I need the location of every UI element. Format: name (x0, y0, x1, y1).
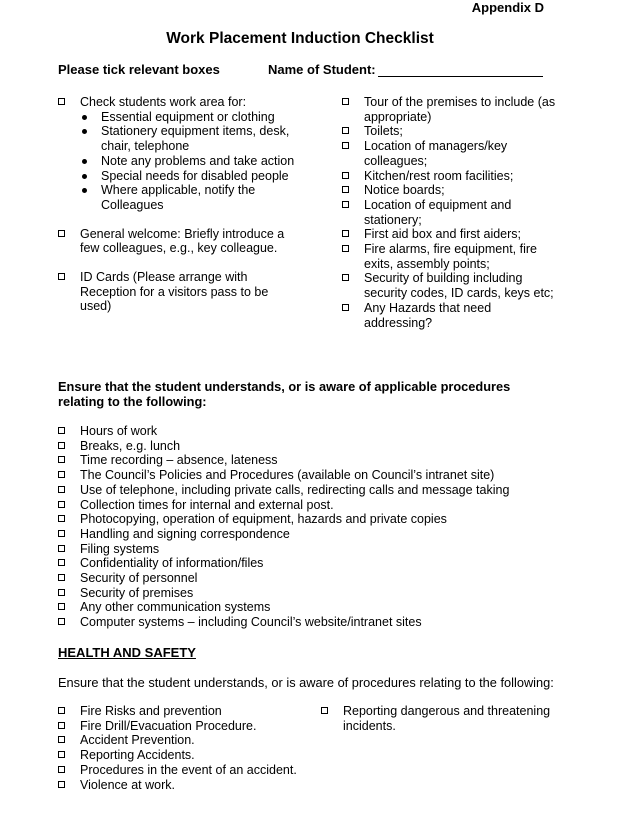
item-text: Any other communication systems (80, 600, 271, 615)
checkbox[interactable] (58, 618, 65, 625)
item-text: Fire alarms, fire equipment, fire exits, assembly points; (364, 242, 537, 271)
item-text: Kitchen/rest room facilities; (364, 168, 514, 183)
checkbox[interactable] (58, 545, 65, 552)
checklist-item (58, 719, 298, 734)
checkbox[interactable] (58, 574, 65, 581)
item-text: Breaks, e.g. lunch (80, 438, 181, 453)
checklist-item (342, 95, 557, 124)
item-text: Procedures in the event of an accident. (80, 762, 297, 777)
checklist-item (321, 704, 581, 733)
bullet-item: Note any problems and take action (80, 154, 298, 169)
checkbox[interactable] (342, 245, 349, 252)
checklist-item (342, 227, 557, 242)
item-text: Security of building including security codes, ID cards, keys etc; (364, 271, 554, 301)
item-text: The Council’s Policies and Procedures (available on Council’s intranet site) (80, 468, 495, 483)
checkbox[interactable] (342, 186, 349, 193)
page-title: Work Placement Induction Checklist (166, 30, 434, 47)
checkbox[interactable] (58, 471, 65, 478)
checkbox[interactable] (58, 501, 65, 508)
item-text: Fire Risks and prevention (80, 704, 222, 718)
checklist-item (58, 424, 618, 439)
checkbox[interactable] (58, 273, 65, 280)
checklist-item (342, 169, 557, 184)
checkbox[interactable] (342, 98, 349, 105)
checkbox[interactable] (58, 707, 65, 714)
health-safety-intro: Ensure that the student understands, or is aware of procedures relating to the following: (58, 675, 554, 690)
checklist-item (58, 498, 618, 513)
item-text: Reporting dangerous and threatening incidents. (343, 704, 551, 733)
checklist-item (342, 242, 557, 271)
checkbox[interactable] (342, 274, 349, 281)
item-text: Collection times for internal and external post. (80, 497, 334, 512)
checklist-item (58, 763, 298, 778)
item-text: Tour of the premises to include (as appropriate) (364, 95, 556, 124)
checklist-item (342, 124, 557, 139)
item-text: Handling and signing correspondence (80, 526, 290, 541)
id-cards-text: ID Cards (Please arrange with Reception for a visitors pass to be used) (80, 270, 269, 314)
health-safety-left-list (58, 704, 298, 792)
item-text: Time recording – absence, lateness (80, 453, 278, 468)
checkbox[interactable] (342, 201, 349, 208)
checklist-item (342, 301, 557, 330)
checkbox[interactable] (58, 230, 65, 237)
checklist-item (58, 556, 618, 571)
item-text: Filing systems (80, 541, 160, 556)
checkbox[interactable] (58, 781, 65, 788)
work-area-bullets (80, 110, 298, 213)
checkbox[interactable] (342, 127, 349, 134)
checkbox[interactable] (58, 530, 65, 537)
health-safety-right-list (321, 704, 581, 733)
checkbox[interactable] (58, 442, 65, 449)
checklist-item (342, 198, 557, 227)
item-text: Security of personnel (80, 571, 198, 586)
checklist-item (58, 439, 618, 454)
procedures-list (58, 424, 618, 630)
item-text: Any Hazards that need addressing? (364, 300, 492, 330)
item-text: Fire Drill/Evacuation Procedure. (80, 718, 257, 733)
checklist-item (58, 778, 298, 793)
checkbox[interactable] (342, 304, 349, 311)
checklist-item (58, 542, 618, 557)
checkbox[interactable] (58, 603, 65, 610)
item-text: Reporting Accidents. (80, 748, 195, 763)
checklist-item (58, 512, 618, 527)
left-checklist (58, 95, 298, 314)
health-safety-heading: HEALTH AND SAFETY (58, 645, 196, 660)
checkbox[interactable] (58, 486, 65, 493)
item-text: Violence at work. (80, 777, 175, 792)
checkbox[interactable] (58, 98, 65, 105)
checkbox[interactable] (342, 172, 349, 179)
checkbox[interactable] (58, 589, 65, 596)
item-text: Photocopying, operation of equipment, hazards and private copies (80, 512, 447, 527)
checkbox[interactable] (58, 559, 65, 566)
checklist-item (342, 183, 557, 198)
item-text: Accident Prevention. (80, 733, 195, 748)
checkbox[interactable] (58, 515, 65, 522)
checkbox[interactable] (58, 427, 65, 434)
checklist-item (58, 468, 618, 483)
checklist-item (58, 615, 618, 630)
checkbox[interactable] (321, 707, 328, 714)
checkbox[interactable] (58, 766, 65, 773)
checklist-item (58, 527, 618, 542)
item-text: Notice boards; (364, 183, 445, 198)
welcome-text: General welcome: Briefly introduce a few colleagues, e.g., key colleague. (80, 226, 285, 256)
checklist-item (342, 139, 557, 168)
item-text: First aid box and first aiders; (364, 227, 522, 242)
bullet-item: Stationery equipment items, desk, chair, telephone (80, 124, 298, 153)
item-text: Confidentiality of information/files (80, 556, 264, 571)
checkbox[interactable] (58, 456, 65, 463)
item-text: Location of managers/key colleagues; (364, 139, 508, 168)
checklist-item-id-cards (58, 270, 298, 314)
checklist-item-work-area (58, 95, 298, 213)
item-text: Computer systems – including Council’s website/intranet sites (80, 615, 422, 630)
bullet-item: Special needs for disabled people (80, 169, 298, 184)
checkbox[interactable] (58, 751, 65, 758)
procedures-intro: Ensure that the student understands, or is aware of applicable procedures relating to the following: (58, 379, 511, 409)
checkbox[interactable] (342, 142, 349, 149)
checklist-item (58, 704, 298, 719)
tick-instruction: Please tick relevant boxes (58, 62, 220, 77)
checklist-item (58, 453, 618, 468)
item-text: Security of premises (80, 585, 194, 600)
checkbox[interactable] (58, 736, 65, 743)
work-area-label: Check students work area for: (80, 95, 247, 109)
item-text: Toilets; (364, 124, 403, 139)
checklist-item (58, 600, 618, 615)
checklist-item (58, 748, 298, 763)
checkbox[interactable] (58, 722, 65, 729)
bullet-item: Essential equipment or clothing (80, 110, 298, 125)
checklist-item (58, 586, 618, 601)
right-checklist (342, 95, 557, 330)
appendix-label: Appendix D (471, 0, 544, 15)
item-text: Use of telephone, including private calls, redirecting calls and message taking (80, 482, 510, 497)
item-text: Hours of work (80, 424, 158, 438)
checklist-item (58, 571, 618, 586)
checklist-item (342, 271, 557, 300)
bullet-item: Where applicable, notify the Colleagues (80, 183, 298, 212)
checklist-item (58, 483, 618, 498)
checklist-item-welcome (58, 227, 298, 256)
checklist-item (58, 733, 298, 748)
student-name-label: Name of Student: (268, 62, 376, 77)
student-name-field[interactable] (378, 76, 543, 77)
item-text: Location of equipment and stationery; (364, 197, 512, 227)
checkbox[interactable] (342, 230, 349, 237)
